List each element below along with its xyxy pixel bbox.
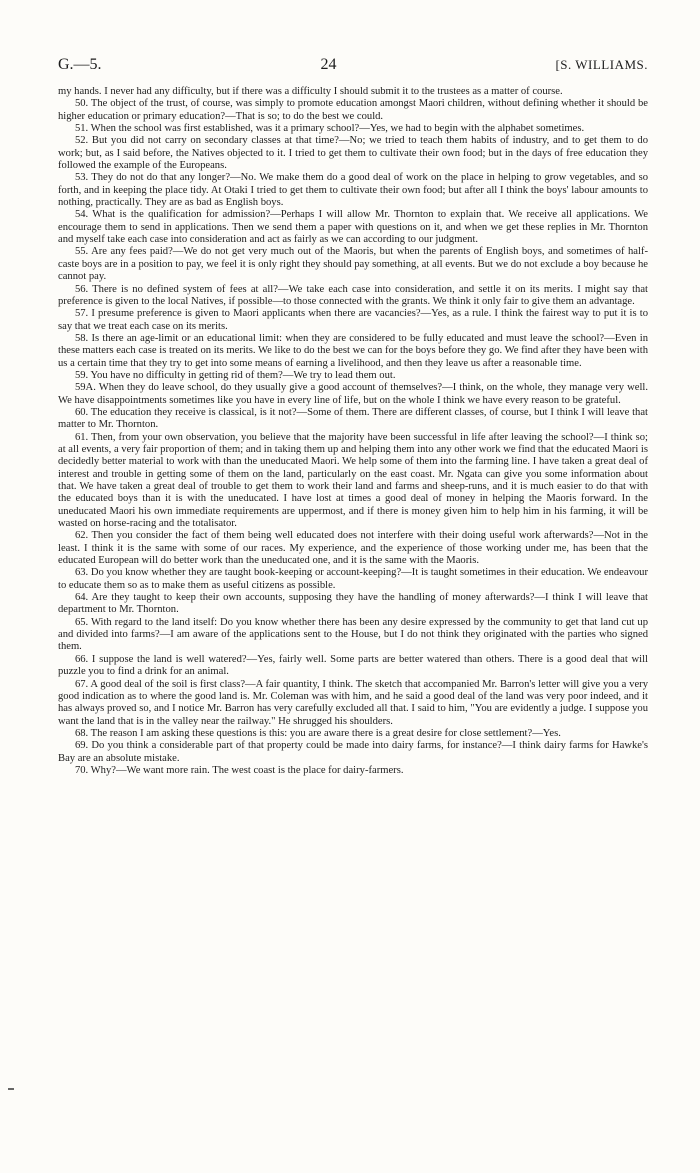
page-header xyxy=(58,56,648,86)
paragraph: 51. When the school was first established, was it a primary school?—Yes, we had to begin with the alphabet sometimes. xyxy=(74,123,585,135)
paragraph: 53. They do not do that any longer?—No. We make them do a good deal of work on the place in helping to grow vegetables, and so forth, and in keeping the place tidy. At Otaki I tried to get them to cultivate their own food; but after all I think the boys' labour amounts to nothing, practically. They are as bad as English boys. xyxy=(58,172,648,209)
paragraph: 57. I presume preference is given to Maori applicants when there are vacancies?—Yes, as a rule. I think the fairest way to put it is to say that we treat each case on its merits. xyxy=(58,308,648,332)
paragraph: 70. Why?—We want more rain. The west coast is the place for dairy-farmers. xyxy=(74,764,404,776)
document-reference: G.—5. xyxy=(58,56,102,73)
paragraph: 62. Then you consider the fact of them being well educated does not interfere with their doing useful work afterwards?—Not in the least. I think it is the same with some of our races. My experience, and the experience of those working under me, has been that the educated European will do better work than the uneducated one, and it is the same with the Maoris. xyxy=(58,530,648,567)
margin-mark xyxy=(8,1088,14,1090)
paragraph: 55. Are any fees paid?—We do not get very much out of the Maoris, but when the parents of English boys, and sometimes of half-caste boys are in a position to pay, we feel it is only right they should pay something, at all events. But we do not exclude a boy because he cannot pay. xyxy=(58,246,648,283)
paragraph: 58. Is there an age-limit or an educational limit: when they are considered to be fully educated and must leave the school?—Even in these matters each case is treated on its merits. We like to do the best we can for the boys before they go. We find after they have been with us a certain time that they try to get into some means of earning a livelihood, and then they leave us after a reasonable time. xyxy=(58,332,648,369)
paragraph: 59. You have no difficulty in getting rid of them?—We try to lead them out. xyxy=(74,369,396,381)
paragraph: 64. Are they taught to keep their own accounts, supposing they have the handling of money afterwards?—I think I will leave that department to Mr. Thornton. xyxy=(58,592,648,616)
paragraph: 65. With regard to the land itself: Do you know whether there has been any desire expressed by the community to get that land cut up and divided into farms?—I am aware of the applications sent to the House, but I do not think they originated with the parties who signed them. xyxy=(58,616,648,653)
paragraph: 61. Then, from your own observation, you believe that the majority have been successful in life after leaving the school?—I think so; at all events, a very fair proportion of them; and in taking them up and helping them into any other work we find that the educated Maori is decidedly better material to work with than the uneducated Maori. We help some of them into the farming line. I have taken a great deal of interest and trouble in getting some of them on the land, particularly on the east coast. Mr. Ngata can give you some information about that. We have taken a great deal of trouble to get them to work their land and farms and sheep-runs, and it is much easier to do that with the educated boys than it is with the uneducated. I have lost at times a good deal of money in helping the Maoris forward. In the uneducated Maori his own immediate requirements are uppermost, and if there is money given him to help him in his farming, it will be wasted on horse-racing and the totalisator. xyxy=(58,431,648,530)
witness-name: [S. WILLIAMS. xyxy=(555,57,648,72)
document-body xyxy=(58,86,648,777)
page-number: 24 xyxy=(320,56,337,73)
paragraph: 68. The reason I am asking these questions is this: you are aware there is a great desire for close settlement?—Yes. xyxy=(74,727,561,739)
paragraph: 59A. When they do leave school, do they usually give a good account of themselves?—I think, on the whole, they manage very well. We have disappointments sometimes like you have in every line of life, but on the whole I think we have every reason to be grateful. xyxy=(58,382,648,406)
paragraph: 52. But you did not carry on secondary classes at that time?—No; we tried to teach them habits of industry, and to get them to do work; but, as I said before, the Natives objected to it. I tried to get them to cultivate their own food; but in the days of free education they followed the example of the Europeans. xyxy=(58,135,648,172)
paragraph: 63. Do you know whether they are taught book-keeping or account-keeping?—It is taught sometimes in their education. We endeavour to educate them so as to make them as useful citizens as possible. xyxy=(58,567,648,591)
paragraph: 69. Do you think a considerable part of that property could be made into dairy farms, for instance?—I think dairy farms for Hawke's Bay are an absolute mistake. xyxy=(58,740,648,764)
paragraph: 50. The object of the trust, of course, was simply to promote education amongst Maori children, without defining whether it should be higher education or primary education?—That is so; to do the best we could. xyxy=(58,98,648,122)
paragraph: 67. A good deal of the soil is first class?—A fair quantity, I think. The sketch that accompanied Mr. Barron's letter will give you a very good indication as to where the good land is. Mr. Coleman was with him, and he said a good deal of the land was very poor indeed, and it has always proved so, and I notice Mr. Barron has very carefully excluded all that. I said to him, "You are evidently a judge. I suppose you want the land that is in the valley near the railway." He shrugged his shoulders. xyxy=(58,678,648,727)
paragraph: my hands. I never had any difficulty, but if there was a difficulty I should submit it to the trustees as a matter of course. xyxy=(58,86,563,97)
paragraph: 54. What is the qualification for admission?—Perhaps I will allow Mr. Thornton to explain that. We receive all applications. We encourage them to send in applications. Then we send them a paper with questions on it, and when we get these replies in Mr. Thornton and myself take each case into consideration and act as fairly as we can according to our judgment. xyxy=(58,209,648,246)
paragraph: 66. I suppose the land is well watered?—Yes, fairly well. Some parts are better watered than others. There is a good deal that will puzzle you to find a drink for an animal. xyxy=(58,653,648,678)
paragraph: 60. The education they receive is classical, is it not?—Some of them. There are different classes, of course, but I think I will leave that matter to Mr. Thornton. xyxy=(58,406,648,431)
paragraph: 56. There is no defined system of fees at all?—We take each case into consideration, and settle it on its merits. I might say that preference is given to the local Natives, if possible—to those connected with the grants. We think it only fair to give them an advantage. xyxy=(58,283,648,307)
